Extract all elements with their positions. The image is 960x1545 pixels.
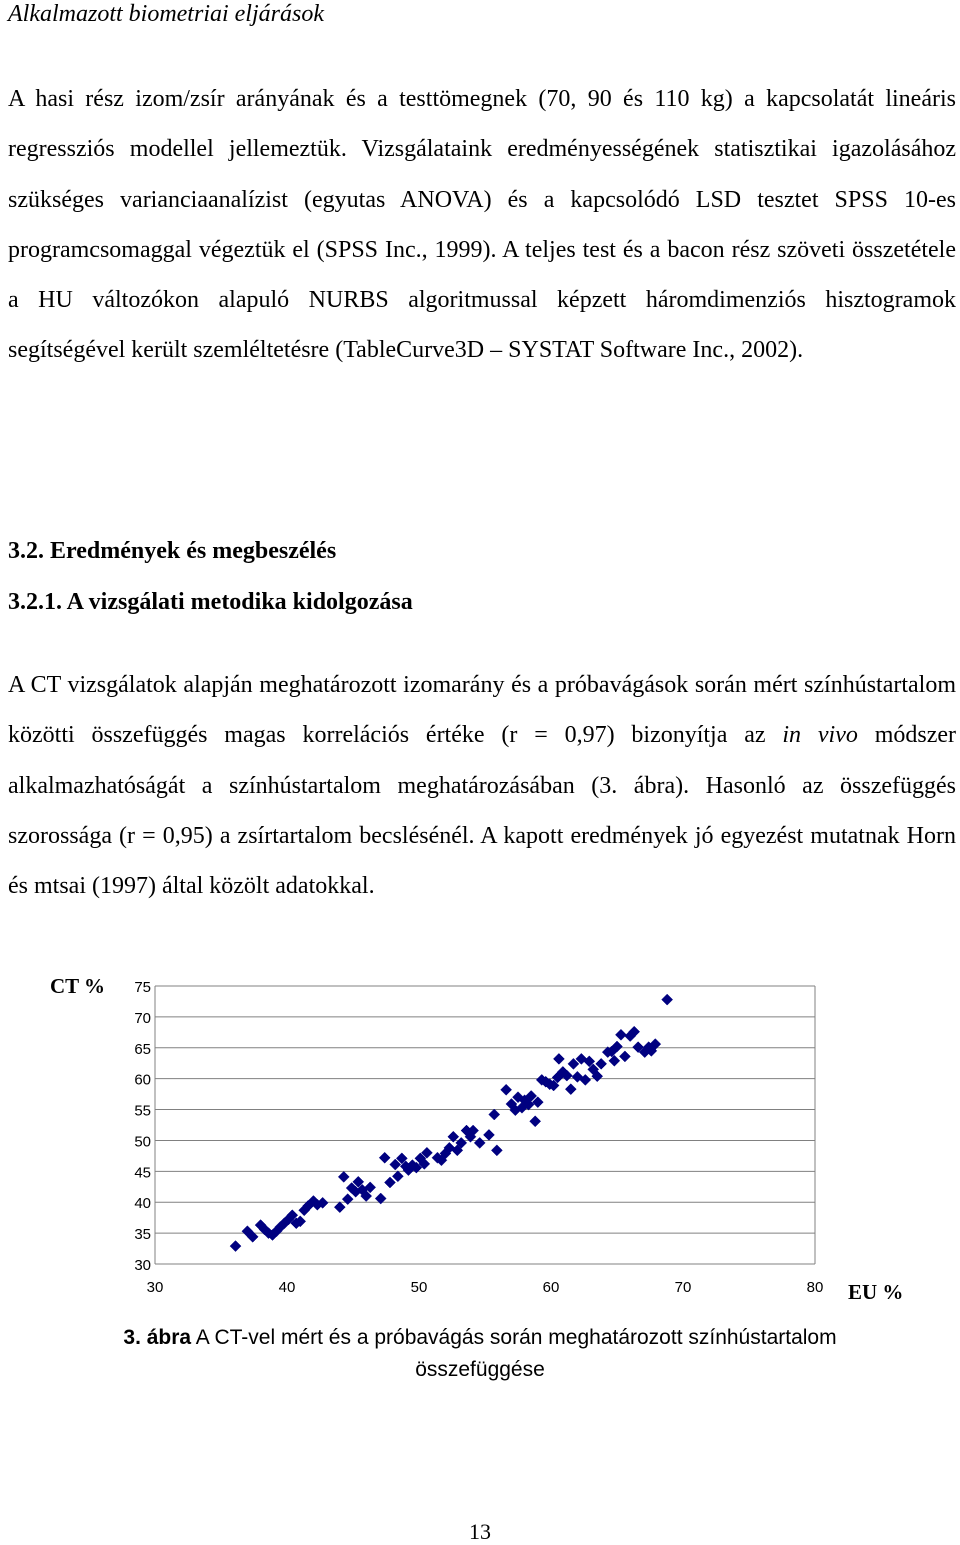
y-tick-label: 70 bbox=[134, 1009, 151, 1027]
scatter-chart bbox=[110, 970, 840, 1310]
data-point bbox=[392, 1171, 403, 1182]
y-tick-label: 35 bbox=[134, 1226, 151, 1244]
figure-caption-text: A CT-vel mért és a próbavágás során meghatározott színhústartalom összefüggése bbox=[191, 1326, 837, 1381]
paragraph-results bbox=[8, 660, 956, 911]
data-point bbox=[474, 1137, 485, 1148]
para2-part1: A CT vizsgálatok alapján meghatározott izomarány és a próbavágások során mért színhústartalom közötti összefüggés magas korrelációs értéke (r = 0,97) bizonyítja az bbox=[8, 672, 956, 749]
para2-part2: módszer alkalmazhatóságát a színhústartalom meghatározásában (3. ábra). Hasonló az összefüggés szorossága (r = 0,95) a zsírtartalom becslésénél. A kapott eredmények jó egyezést mutatnak Horn és mtsai (1997) által közölt adatokkal. bbox=[8, 722, 957, 900]
y-tick-label: 50 bbox=[134, 1133, 151, 1151]
para2-italic: in vivo bbox=[782, 722, 858, 749]
data-point bbox=[662, 994, 673, 1005]
y-tick-label: 40 bbox=[134, 1195, 151, 1213]
x-tick-label: 30 bbox=[146, 1279, 164, 1296]
chart-y-axis-label: CT % bbox=[50, 974, 106, 998]
data-point bbox=[491, 1145, 502, 1156]
data-point bbox=[338, 1171, 349, 1182]
y-tick-label: 55 bbox=[134, 1102, 151, 1120]
x-tick-label: 40 bbox=[278, 1279, 296, 1296]
figure-caption bbox=[60, 1322, 900, 1386]
y-tick-label: 45 bbox=[134, 1164, 151, 1182]
data-point bbox=[609, 1055, 620, 1066]
data-point bbox=[619, 1051, 630, 1062]
running-header: Alkalmazott biometriai eljárások bbox=[8, 1, 324, 27]
chart-x-axis-label: EU % bbox=[848, 1280, 904, 1304]
y-tick-label: 65 bbox=[134, 1040, 151, 1058]
data-point bbox=[565, 1084, 576, 1095]
data-point bbox=[342, 1194, 353, 1205]
x-tick-label: 60 bbox=[542, 1279, 560, 1296]
data-point bbox=[384, 1177, 395, 1188]
y-tick-label: 75 bbox=[134, 979, 151, 996]
figure-caption-label: 3. ábra bbox=[123, 1326, 192, 1349]
data-point bbox=[530, 1116, 541, 1127]
data-point bbox=[379, 1152, 390, 1163]
data-point bbox=[230, 1241, 241, 1252]
data-point bbox=[483, 1129, 494, 1140]
page-number: 13 bbox=[469, 1519, 491, 1544]
y-tick-label: 30 bbox=[134, 1257, 151, 1274]
y-tick-label: 60 bbox=[134, 1071, 151, 1089]
data-point bbox=[553, 1053, 564, 1064]
x-tick-label: 80 bbox=[806, 1279, 824, 1296]
data-point bbox=[615, 1029, 626, 1040]
x-tick-label: 70 bbox=[674, 1279, 692, 1296]
paragraph-methods: A hasi rész izom/zsír arányának és a testtömegnek (70, 90 és 110 kg) a kapcsolatát lineáris regressziós modellel jellemeztük. Vizsgálataink eredményességének statisztikai igazolásához szükséges varianciaanalízist (egyutas ANOVA) és a kapcsolódó LSD tesztet SPSS 10-es programcsomaggal végeztük el (SPSS Inc., 1999). A teljes test és a bacon rész szöveti összetétele a HU változókon alapuló NURBS algoritmussal képzett háromdimenziós hisztogramok segítségével került szemléltetésre (TableCurve3D – SYSTAT Software Inc., 2002). bbox=[8, 86, 956, 364]
data-point bbox=[501, 1084, 512, 1095]
subsection-heading: 3.2.1. A vizsgálati metodika kidolgozása bbox=[8, 589, 413, 615]
x-tick-label: 50 bbox=[410, 1279, 428, 1296]
data-point bbox=[334, 1202, 345, 1213]
section-heading: 3.2. Eredmények és megbeszélés bbox=[8, 538, 337, 564]
data-point bbox=[489, 1109, 500, 1120]
